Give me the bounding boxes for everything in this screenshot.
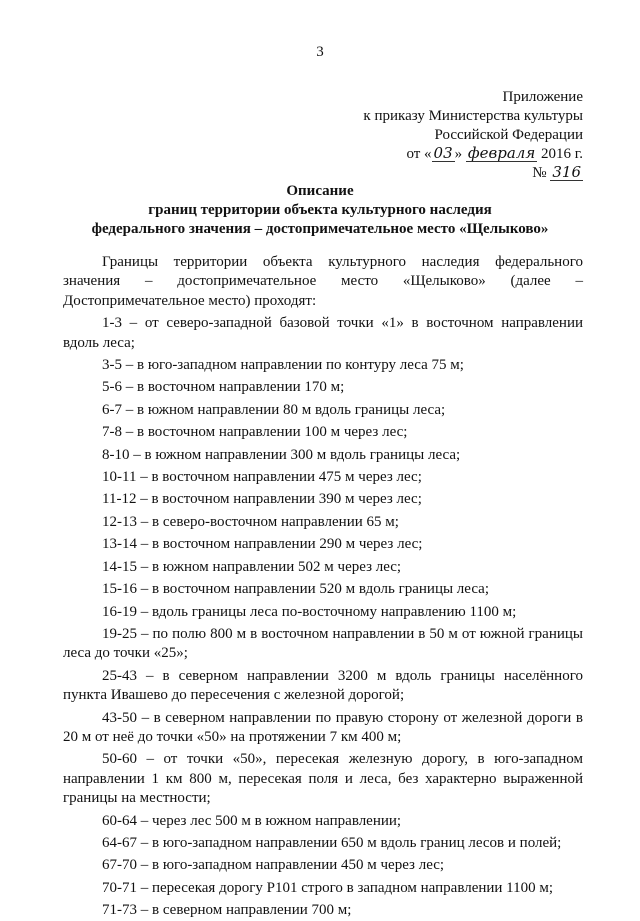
boundary-item: 7-8 – в восточном направлении 100 м через лес; [102,424,408,441]
boundary-item: 15-16 – в восточном направлении 520 м вдоль границы леса; [102,581,489,598]
boundary-item: 8-10 – в южном направлении 300 м вдоль границы леса; [102,446,461,463]
boundary-item: 3-5 – в юго-западном направлении по контуру леса 75 м; [102,357,464,374]
boundary-item: 19-25 – по полю 800 м в восточном направлении в 50 м от южной границы леса до точки «25»; [63,625,583,662]
boundary-item: 43-50 – в северном направлении по правую сторону от железной дороги в 20 м от неё до точки «50» на протяжении 7 км 400 м; [63,709,583,745]
date-year: 2016 г. [541,146,583,162]
boundary-item: 14-15 – в южном направлении 502 м через лес; [102,558,402,575]
date-mid: » [454,146,463,162]
appendix-label: Приложение [502,89,583,105]
boundary-item: 67-70 – в юго-западном направлении 450 м через лес; [102,857,445,874]
boundary-item: 13-14 – в восточном направлении 290 м через лес; [102,536,423,553]
title-line-1: Описание [286,183,354,199]
number-prefix: № [532,165,547,181]
page-number: 3 [316,44,324,60]
document-title [0,182,640,239]
date-day-handwritten: 03 [433,144,453,162]
boundary-item: 12-13 – в северо-восточном направлении 65 м; [102,513,399,530]
date-prefix: от « [406,146,432,162]
order-date [283,145,583,164]
boundary-item: 11-12 – в восточном направлении 390 м через лес; [102,491,422,508]
order-number [283,164,583,183]
boundary-item: 60-64 – через лес 500 м в южном направлении; [102,812,402,829]
boundary-item: 10-11 – в восточном направлении 475 м через лес; [102,469,422,486]
intro-paragraph: Границы территории объекта культурного наследия федерального значения – достопримечательное место «Щелыково» (далее – Достопримечательное место) проходят: [63,254,583,309]
boundary-list [63,314,583,920]
title-line-3: федерального значения – достопримечательное место «Щелыково» [91,221,549,237]
boundary-item: 71-73 – в северном направлении 700 м; [102,902,352,919]
document-body [63,253,583,921]
appendix-header [283,88,583,183]
boundary-item: 16-19 – вдоль границы леса по-восточному направлению 1100 м; [102,603,517,620]
boundary-item: 1-3 – от северо-западной базовой точки «1» в восточном направлении вдоль леса; [63,315,583,351]
boundary-item: 5-6 – в восточном направлении 170 м; [102,379,345,396]
boundary-item: 64-67 – в юго-западном направлении 650 м вдоль границ лесов и полей; [102,834,562,851]
number-handwritten: 316 [552,163,581,181]
boundary-item: 6-7 – в южном направлении 80 м вдоль границы леса; [102,401,446,418]
date-month-handwritten: февраля [467,144,536,162]
boundary-item: 50-60 – от точки «50», пересекая железную дорогу, в юго-западном направлении 1 км 800 м, пересекая поля и леса, без характерно выраженной границы на местности; [63,751,583,807]
boundary-item: 70-71 – пересекая дорогу Р101 строго в западном направлении 1100 м; [102,879,554,896]
federation-name: Российской Федерации [434,127,583,143]
title-line-2: границ территории объекта культурного наследия [148,202,492,218]
boundary-item: 25-43 – в северном направлении 3200 м вдоль границы населённого пункта Ивашево до пересечения с железной дорогой; [63,667,583,704]
order-reference: к приказу Министерства культуры [363,108,583,124]
